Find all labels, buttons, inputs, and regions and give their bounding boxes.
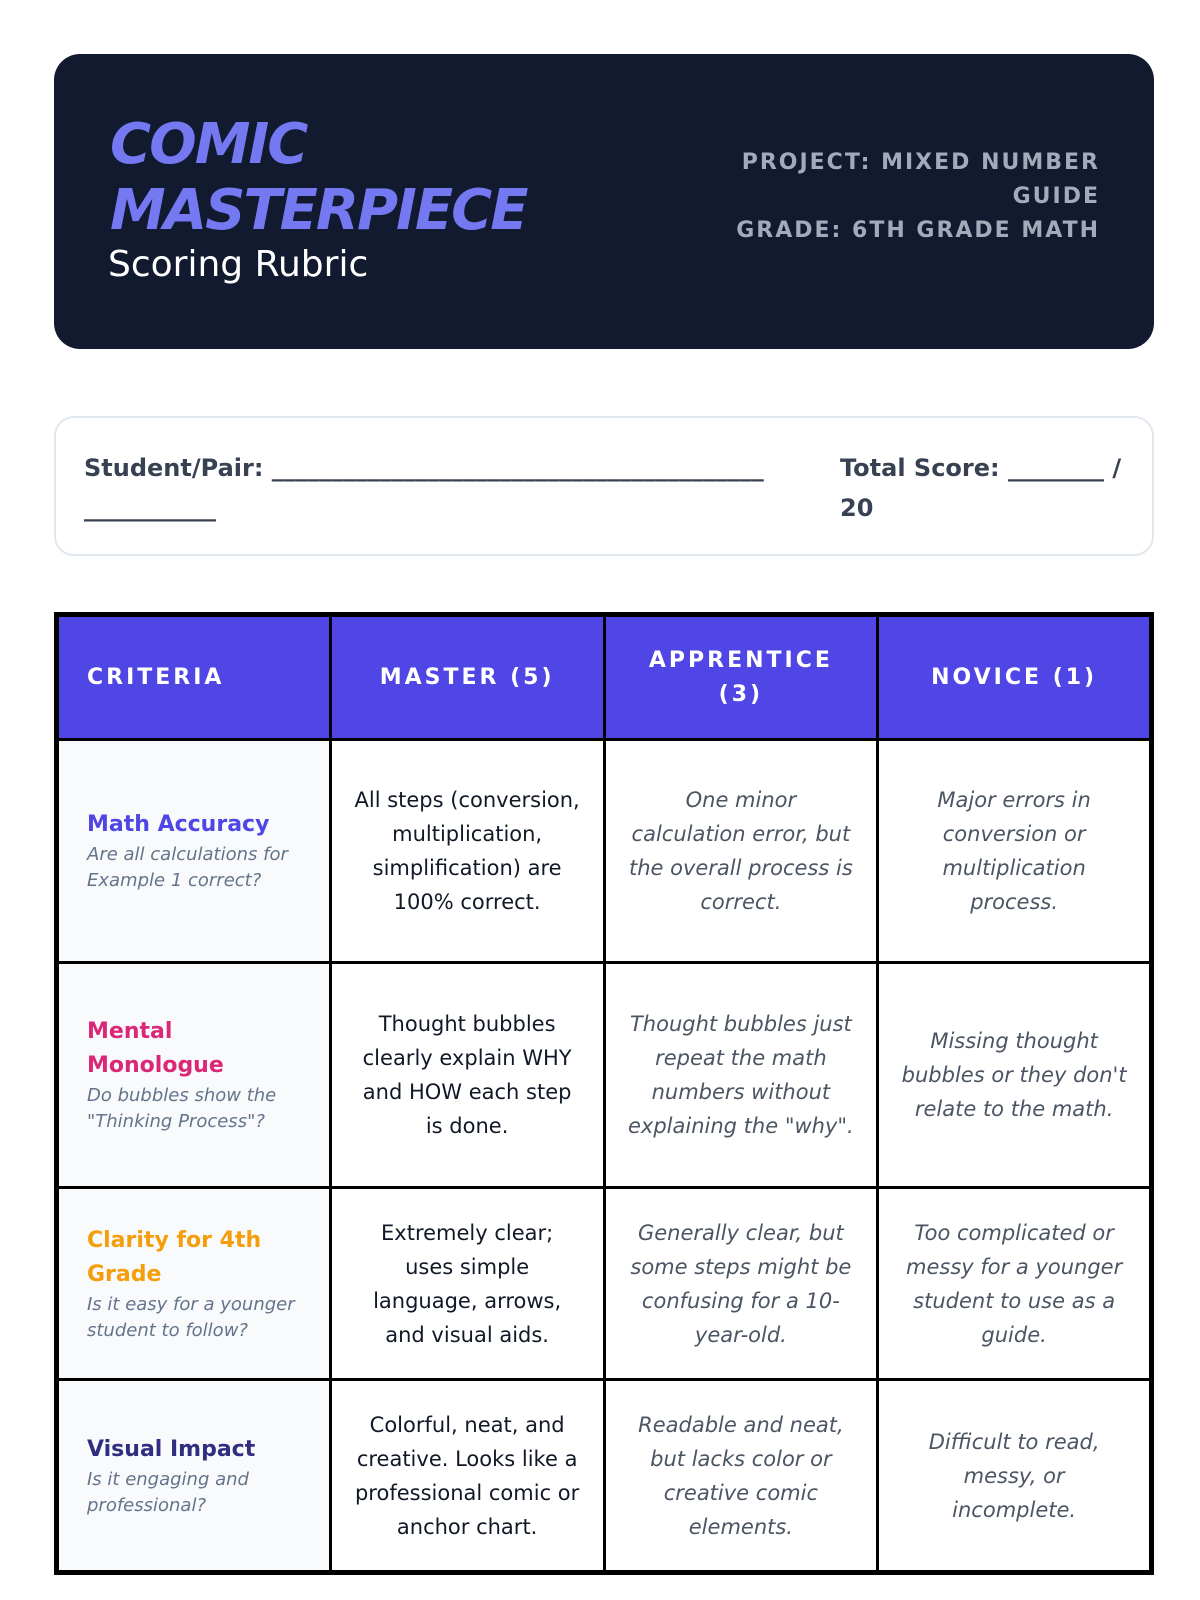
criteria-name-math-accuracy: Math Accuracy bbox=[87, 812, 270, 837]
apprentice-cell: Readable and neat, but lacks color or creative comic elements. bbox=[604, 1380, 878, 1573]
table-header-row bbox=[57, 615, 1152, 740]
novice-cell: Major errors in conversion or multiplication process. bbox=[878, 740, 1152, 963]
criteria-description: Is it engaging and professional? bbox=[87, 1468, 249, 1516]
criteria-name-visual-impact: Visual Impact bbox=[87, 1436, 256, 1462]
student-pair-field: Student/Pair: ____________________________________________________ bbox=[84, 454, 764, 522]
project-meta bbox=[720, 146, 1100, 248]
novice-cell: Missing thought bubbles or they don't relate to the math. bbox=[878, 963, 1152, 1188]
page-subtitle: Scoring Rubric bbox=[108, 244, 369, 285]
criteria-cell bbox=[57, 963, 331, 1188]
criteria-name-clarity: Clarity for 4th Grade bbox=[87, 1227, 262, 1287]
apprentice-cell: One minor calculation error, but the overall process is correct. bbox=[604, 740, 878, 963]
master-cell: Thought bubbles clearly explain WHY and HOW each step is done. bbox=[330, 963, 604, 1188]
novice-cell: Difficult to read, messy, or incomplete. bbox=[878, 1380, 1152, 1573]
project-line: PROJECT: MIXED NUMBER GUIDE bbox=[741, 150, 1100, 209]
criteria-cell bbox=[57, 1380, 331, 1573]
table-row bbox=[57, 740, 1152, 963]
table-row bbox=[57, 1380, 1152, 1573]
header-criteria: CRITERIA bbox=[57, 615, 331, 740]
criteria-cell bbox=[57, 1188, 331, 1380]
master-cell: Colorful, neat, and creative. Looks like a professional comic or anchor chart. bbox=[330, 1380, 604, 1573]
table-row bbox=[57, 1188, 1152, 1380]
apprentice-cell: Thought bubbles just repeat the math numbers without explaining the "why". bbox=[604, 963, 878, 1188]
criteria-cell bbox=[57, 740, 331, 963]
criteria-name-mental-monologue: Mental Monologue bbox=[87, 1019, 224, 1078]
header-apprentice: APPRENTICE (3) bbox=[604, 615, 878, 740]
page-title: COMIC MASTERPIECE bbox=[110, 112, 527, 243]
table-row bbox=[57, 963, 1152, 1188]
criteria-description: Is it easy for a younger student to follow? bbox=[87, 1293, 295, 1341]
criteria-description: Are all calculations for Example 1 correct? bbox=[87, 844, 288, 891]
grade-line: GRADE: 6TH GRADE MATH bbox=[736, 218, 1100, 243]
criteria-description: Do bubbles show the "Thinking Process"? bbox=[87, 1085, 277, 1132]
master-cell: All steps (conversion, multiplication, simplification) are 100% correct. bbox=[330, 740, 604, 963]
rubric-table bbox=[54, 612, 1154, 1575]
header-banner bbox=[54, 54, 1154, 349]
master-cell: Extremely clear; uses simple language, arrows, and visual aids. bbox=[330, 1188, 604, 1380]
total-score-field: Total Score: ________ / 20 bbox=[840, 454, 1122, 522]
apprentice-cell: Generally clear, but some steps might be confusing for a 10-year-old. bbox=[604, 1188, 878, 1380]
header-master: MASTER (5) bbox=[330, 615, 604, 740]
header-novice: NOVICE (1) bbox=[878, 615, 1152, 740]
student-info-box bbox=[54, 416, 1154, 556]
novice-cell: Too complicated or messy for a younger student to use as a guide. bbox=[878, 1188, 1152, 1380]
